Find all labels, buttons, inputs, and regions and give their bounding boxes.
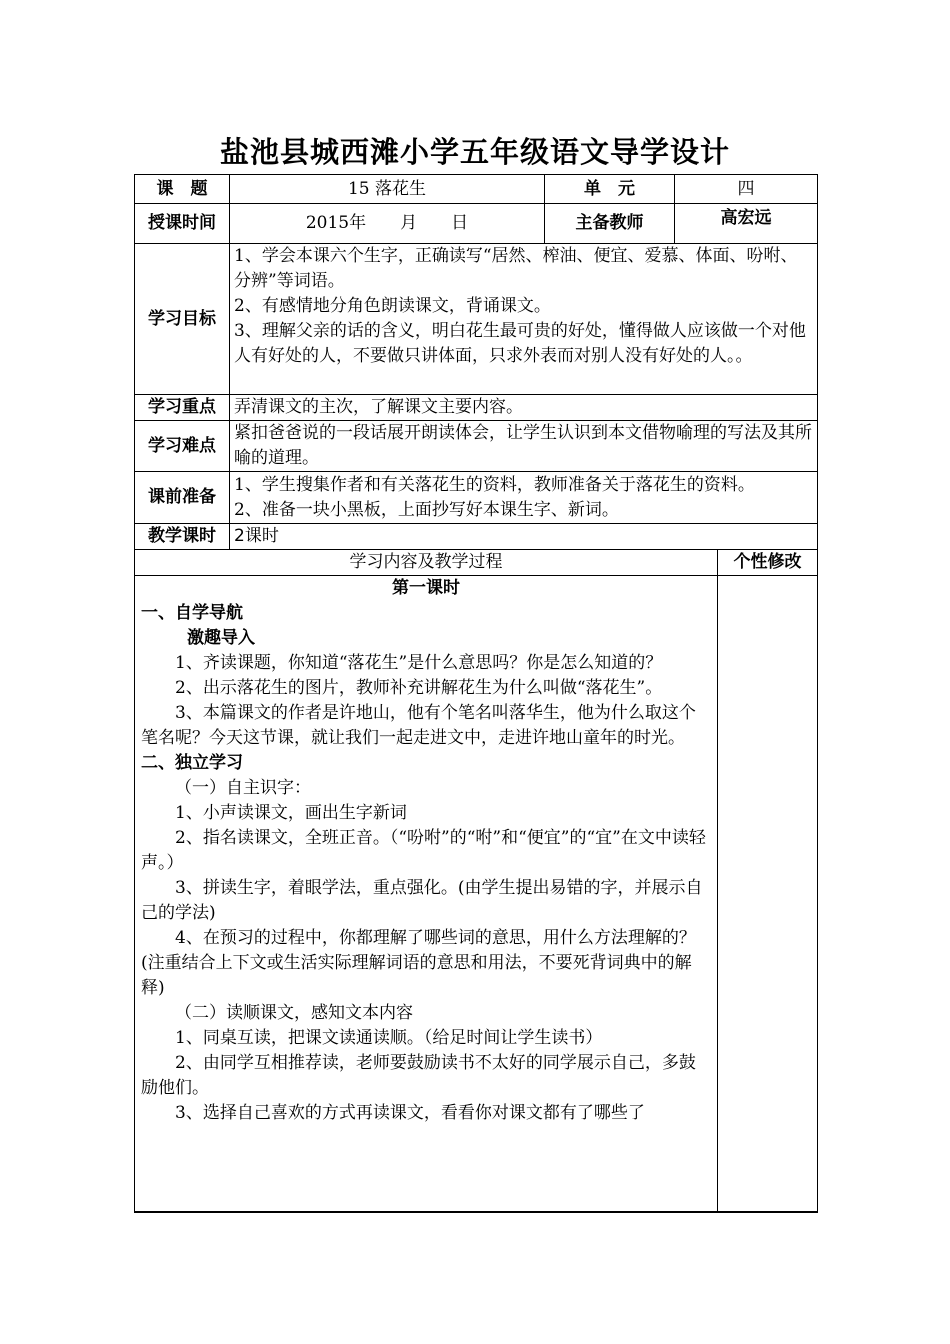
topic-row	[135, 175, 818, 204]
preparation-row	[135, 472, 818, 524]
difficulty-label: 学习难点	[135, 421, 230, 472]
hours-label: 教学课时	[135, 524, 230, 550]
goal-item: 2、有感情地分角色朗读课文，背诵课文。	[234, 296, 551, 316]
section-heading: 二、独立学习	[141, 753, 243, 773]
difficulty-text: 紧扣爸爸说的一段话展开朗读体会，让学生认识到本文借物喻理的写法及其所喻的道理。	[230, 421, 818, 472]
time-value: 2015年 月 日	[230, 204, 545, 244]
process-header: 学习内容及教学过程	[135, 550, 718, 576]
process-content	[135, 576, 718, 1212]
hours-row	[135, 524, 818, 550]
paragraph: 2、指名读课文，全班正音。（“吩咐”的“咐”和“便宜”的“宜”在文中读轻声。）	[141, 828, 706, 873]
paragraph: 4、在预习的过程中，你都理解了哪些词的意思，用什么方法理解的？(注重结合上下文或生活实际理解词语的意思和用法，不要死背词典中的解释)	[141, 928, 696, 998]
page-title: 盐池县城西滩小学五年级语文导学设计	[219, 135, 730, 169]
subsection-heading: （二）读顺课文，感知文本内容	[175, 1003, 413, 1023]
paragraph: 1、齐读课题，你知道“落花生”是什么意思吗？你是怎么知道的？	[175, 653, 663, 673]
unit-value: 四	[675, 175, 818, 204]
paragraph: 1、小声读课文，画出生字新词	[175, 803, 407, 823]
topic-label: 课 题	[135, 175, 230, 204]
teacher-value: 高宏远	[675, 204, 818, 244]
revision-cell	[718, 576, 818, 1212]
focus-text: 弄清课文的主次，了解课文主要内容。	[230, 395, 818, 421]
paragraph: 1、同桌互读，把课文读通读顺。（给足时间让学生读书）	[175, 1028, 603, 1048]
goals-content	[230, 244, 818, 395]
paragraph: 3、选择自己喜欢的方式再读课文，看看你对课文都有了哪些了	[175, 1103, 645, 1123]
hours-unit: 课时	[244, 526, 279, 546]
paragraph: 2、由同学互相推荐读，老师要鼓励读书不太好的同学展示自己，多鼓励他们。	[141, 1053, 696, 1098]
lesson-title: 第一课时	[392, 578, 460, 598]
unit-label: 单 元	[545, 175, 675, 204]
paragraph: 2、出示落花生的图片，教师补充讲解花生为什么叫做“落花生”。	[175, 678, 663, 698]
goals-label: 学习目标	[135, 244, 230, 395]
paragraph: 3、本篇课文的作者是许地山，他有个笔名叫落华生，他为什么取这个笔名呢？今天这节课，就让我们一起走进文中，走进许地山童年的时光。	[141, 703, 696, 748]
section-heading: 一、自学导航	[141, 603, 243, 623]
subsection-heading: （一）自主识字：	[175, 778, 311, 798]
preparation-item: 2、准备一块小黑板，上面抄写好本课生字、新词。	[234, 499, 619, 520]
process-row	[135, 576, 818, 1212]
preparation-content	[230, 472, 818, 524]
paragraph: 3、拼读生字，着眼学法，重点强化。(由学生提出易错的字，并展示自己的学法)	[141, 878, 703, 923]
goal-item: 1、学会本课六个生字，正确读写“居然、榨油、便宜、爱慕、体面、吩咐、分辨”等词语。	[234, 246, 798, 291]
goal-item: 3、理解父亲的话的含义，明白花生最可贵的好处，懂得做人应该做一个对他人有好处的人，不要做只讲体面，只求外表而对别人没有好处的人。。	[234, 321, 806, 366]
lesson-plan-table	[134, 174, 818, 1213]
subsection-heading: 激趣导入	[187, 628, 255, 648]
focus-label: 学习重点	[135, 395, 230, 421]
teacher-label: 主备教师	[545, 204, 675, 244]
time-label: 授课时间	[135, 204, 230, 244]
process-header-row	[135, 550, 818, 576]
preparation-label: 课前准备	[135, 472, 230, 524]
difficulty-row	[135, 421, 818, 472]
revision-header: 个性修改	[718, 550, 818, 576]
hours-value	[230, 524, 818, 550]
preparation-item: 1、学生搜集作者和有关落花生的资料，教师准备关于落花生的资料。	[234, 474, 755, 495]
time-row	[135, 204, 818, 244]
topic-value: 15 落花生	[230, 175, 545, 204]
goals-row	[135, 244, 818, 395]
hours-number: 2	[234, 526, 245, 546]
focus-row	[135, 395, 818, 421]
